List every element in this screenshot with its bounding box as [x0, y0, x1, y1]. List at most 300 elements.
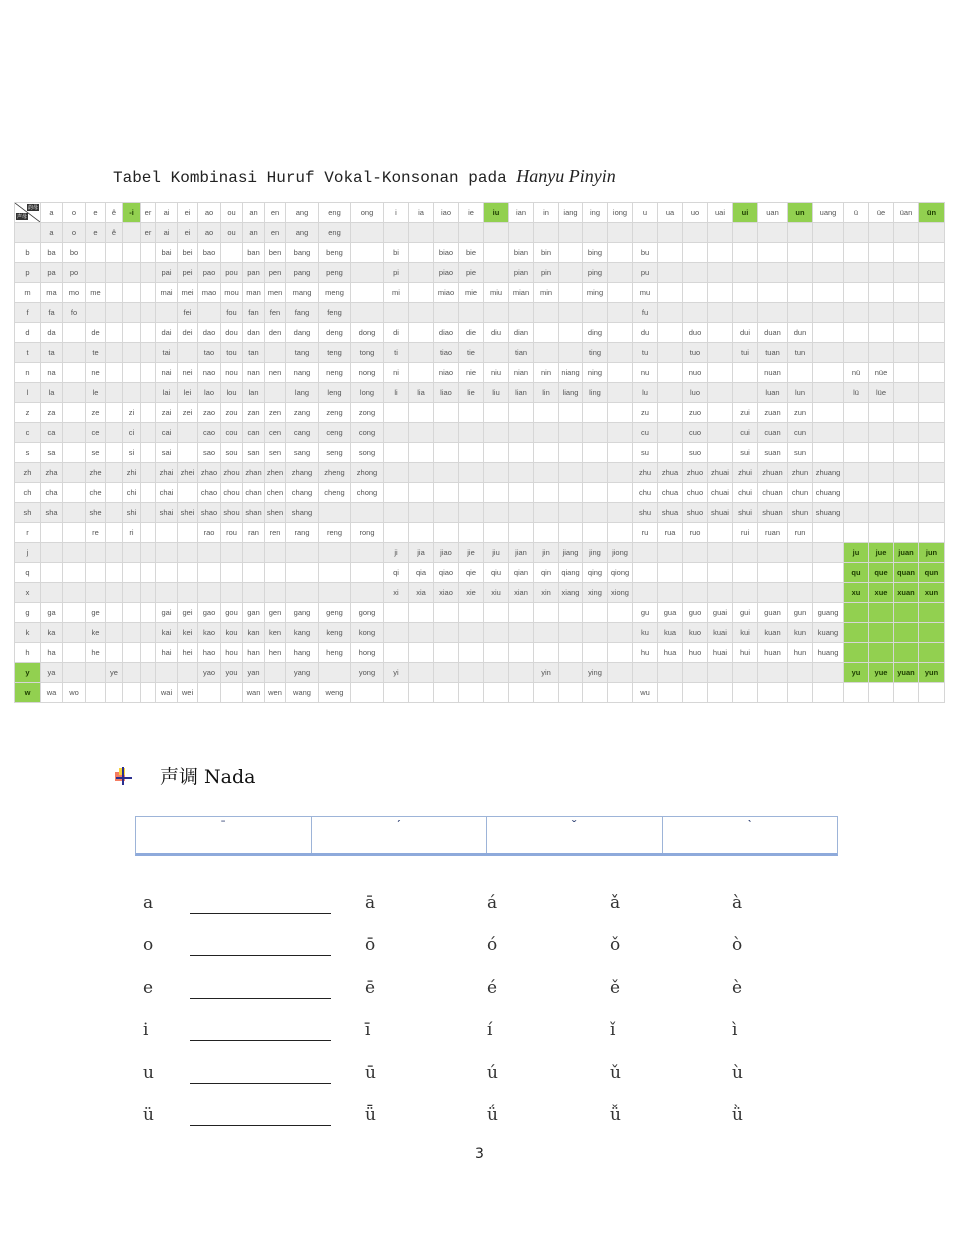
syllable-cell: zan [243, 403, 265, 423]
vowel-row [0, 1105, 960, 1135]
syllable-cell [141, 643, 156, 663]
syllable-cell [813, 283, 844, 303]
syllable-cell [243, 583, 265, 603]
syllable-cell: pang [286, 263, 319, 283]
syllable-cell: qia [409, 563, 434, 583]
final-header: ei [178, 203, 198, 223]
syllable-cell [844, 303, 869, 323]
syllable-cell [813, 543, 844, 563]
syllable-cell [409, 283, 434, 303]
syllable-cell [788, 583, 813, 603]
syllable-cell [509, 223, 534, 243]
syllable-cell: hou [221, 643, 243, 663]
syllable-cell [123, 603, 141, 623]
syllable-cell [608, 263, 633, 283]
syllable-cell [813, 583, 844, 603]
syllable-cell [608, 603, 633, 623]
syllable-cell [894, 363, 919, 383]
syllable-cell: xiang [559, 583, 583, 603]
initial-cell: t [15, 343, 41, 363]
initial-cell: r [15, 523, 41, 543]
syllable-cell: chou [221, 483, 243, 503]
syllable-cell: tang [286, 343, 319, 363]
syllable-cell: niang [559, 363, 583, 383]
syllable-cell [156, 563, 178, 583]
syllable-cell [141, 323, 156, 343]
syllable-cell [141, 663, 156, 683]
syllable-cell: ma [41, 283, 63, 303]
syllable-cell [409, 243, 434, 263]
syllable-cell [106, 683, 123, 703]
syllable-cell: a [41, 223, 63, 243]
tone-vowel-t3: ǚ [610, 1105, 621, 1125]
syllable-cell [813, 423, 844, 443]
syllable-cell [63, 603, 86, 623]
initial-cell: y [15, 663, 41, 683]
table-header-row [15, 203, 945, 223]
syllable-cell [409, 443, 434, 463]
syllable-cell [243, 563, 265, 583]
syllable-cell [509, 623, 534, 643]
syllable-cell [106, 583, 123, 603]
syllable-cell [894, 503, 919, 523]
syllable-cell [894, 443, 919, 463]
table-row [15, 663, 945, 683]
syllable-cell [633, 543, 658, 563]
syllable-cell [583, 223, 608, 243]
tone-vowel-t4: è [732, 978, 743, 998]
syllable-cell [788, 223, 813, 243]
syllable-cell: tuan [758, 343, 788, 363]
syllable-cell [683, 543, 708, 563]
syllable-cell [141, 463, 156, 483]
syllable-cell [708, 583, 733, 603]
syllable-cell: ze [86, 403, 106, 423]
syllable-cell: tai [156, 343, 178, 363]
syllable-cell: zhu [633, 463, 658, 483]
syllable-cell [409, 523, 434, 543]
tone-vowel-t4: ì [732, 1020, 738, 1040]
tone-vowel-t2: í [487, 1020, 493, 1040]
syllable-cell: dan [243, 323, 265, 343]
syllable-cell [409, 683, 434, 703]
syllable-cell: ren [265, 523, 286, 543]
syllable-cell: teng [319, 343, 351, 363]
syllable-cell: bie [459, 243, 484, 263]
syllable-cell [608, 463, 633, 483]
table-row [15, 263, 945, 283]
final-header: iang [559, 203, 583, 223]
syllable-cell [409, 343, 434, 363]
syllable-cell: mu [633, 283, 658, 303]
syllable-cell: shuo [683, 503, 708, 523]
syllable-cell: xiao [434, 583, 459, 603]
tone-vowel-t1: ǖ [365, 1105, 376, 1125]
syllable-cell [894, 323, 919, 343]
syllable-cell [434, 483, 459, 503]
syllable-cell [844, 403, 869, 423]
syllable-cell [559, 683, 583, 703]
syllable-cell [86, 683, 106, 703]
syllable-cell [708, 263, 733, 283]
syllable-cell [813, 523, 844, 543]
syllable-cell [265, 583, 286, 603]
syllable-cell [484, 483, 509, 503]
syllable-cell [178, 563, 198, 583]
syllable-cell [869, 223, 894, 243]
syllable-cell: suan [758, 443, 788, 463]
blank-line [190, 998, 331, 999]
initial-cell: x [15, 583, 41, 603]
syllable-cell [63, 543, 86, 563]
final-header: an [243, 203, 265, 223]
vowel-row [0, 1063, 960, 1093]
syllable-cell: yan [243, 663, 265, 683]
syllable-cell: he [86, 643, 106, 663]
vowel-row [0, 935, 960, 965]
syllable-cell: ji [384, 543, 409, 563]
syllable-cell: guai [708, 603, 733, 623]
syllable-cell: feng [319, 303, 351, 323]
syllable-cell [758, 683, 788, 703]
syllable-cell: la [41, 383, 63, 403]
table-row [15, 683, 945, 703]
syllable-cell: bin [534, 243, 559, 263]
syllable-cell: zhen [265, 463, 286, 483]
syllable-cell [221, 243, 243, 263]
syllable-cell [106, 403, 123, 423]
syllable-cell [844, 603, 869, 623]
syllable-cell [106, 623, 123, 643]
table-row [15, 363, 945, 383]
syllable-cell: quan [894, 563, 919, 583]
syllable-cell [459, 223, 484, 243]
syllable-cell [919, 343, 945, 363]
syllable-cell: juan [894, 543, 919, 563]
pinyin-combination-table [14, 202, 945, 703]
syllable-cell: shun [788, 503, 813, 523]
syllable-cell [583, 443, 608, 463]
syllable-cell [844, 643, 869, 663]
syllable-cell [919, 323, 945, 343]
table-row [15, 563, 945, 583]
syllable-cell: luan [758, 383, 788, 403]
syllable-cell [123, 303, 141, 323]
syllable-cell [265, 543, 286, 563]
syllable-cell [813, 303, 844, 323]
syllable-cell [583, 303, 608, 323]
syllable-cell [919, 263, 945, 283]
syllable-cell: zang [286, 403, 319, 423]
syllable-cell [894, 343, 919, 363]
syllable-cell: ha [41, 643, 63, 663]
syllable-cell: deng [319, 323, 351, 343]
syllable-cell [683, 563, 708, 583]
initial-cell: j [15, 543, 41, 563]
syllable-cell [141, 543, 156, 563]
initial-cell: k [15, 623, 41, 643]
syllable-cell: guang [813, 603, 844, 623]
syllable-cell [869, 283, 894, 303]
syllable-cell [869, 443, 894, 463]
syllable-cell: ku [633, 623, 658, 643]
syllable-cell: nuan [758, 363, 788, 383]
syllable-cell [106, 423, 123, 443]
syllable-cell: ka [41, 623, 63, 643]
syllable-cell: ning [583, 363, 608, 383]
syllable-cell [733, 263, 758, 283]
tone-vowel-t4: ù [732, 1063, 743, 1083]
final-header: ou [221, 203, 243, 223]
syllable-cell: wa [41, 683, 63, 703]
syllable-cell: kuang [813, 623, 844, 643]
table-row [15, 503, 945, 523]
syllable-cell [559, 343, 583, 363]
table-row [15, 283, 945, 303]
syllable-cell [844, 523, 869, 543]
syllable-cell: jing [583, 543, 608, 563]
final-header: er [141, 203, 156, 223]
syllable-cell [459, 683, 484, 703]
syllable-cell [351, 243, 384, 263]
syllable-cell [813, 443, 844, 463]
syllable-cell [733, 303, 758, 323]
syllable-cell [708, 303, 733, 323]
syllable-cell: yang [286, 663, 319, 683]
syllable-cell [894, 483, 919, 503]
syllable-cell [434, 463, 459, 483]
tone-vowel-t1: ī [365, 1020, 371, 1040]
syllable-cell [123, 563, 141, 583]
final-header: ing [583, 203, 608, 223]
syllable-cell [583, 483, 608, 503]
syllable-cell: lai [156, 383, 178, 403]
syllable-cell: za [41, 403, 63, 423]
syllable-cell [583, 503, 608, 523]
syllable-cell [409, 463, 434, 483]
syllable-cell [86, 243, 106, 263]
syllable-cell: zu [633, 403, 658, 423]
syllable-cell: zhei [178, 463, 198, 483]
syllable-cell: qie [459, 563, 484, 583]
final-header: ia [409, 203, 434, 223]
syllable-cell: you [221, 663, 243, 683]
syllable-cell [141, 403, 156, 423]
syllable-cell: man [243, 283, 265, 303]
syllable-cell: ta [41, 343, 63, 363]
syllable-cell [351, 503, 384, 523]
syllable-cell [919, 243, 945, 263]
final-header: ao [198, 203, 221, 223]
syllable-cell: kua [658, 623, 683, 643]
syllable-cell [63, 583, 86, 603]
final-header: un [788, 203, 813, 223]
syllable-cell [583, 423, 608, 443]
syllable-cell [384, 443, 409, 463]
syllable-cell: gao [198, 603, 221, 623]
syllable-cell: wo [63, 683, 86, 703]
syllable-cell [683, 263, 708, 283]
syllable-cell: hui [733, 643, 758, 663]
syllable-cell [123, 343, 141, 363]
table-corner-cell [15, 203, 41, 223]
syllable-cell [658, 583, 683, 603]
vowel-letter: u [143, 1063, 154, 1083]
syllable-cell [156, 523, 178, 543]
syllable-cell [894, 623, 919, 643]
syllable-cell [409, 623, 434, 643]
syllable-cell [86, 543, 106, 563]
syllable-cell: dun [788, 323, 813, 343]
vowel-row [0, 893, 960, 923]
syllable-cell: gou [221, 603, 243, 623]
syllable-cell [658, 383, 683, 403]
syllable-cell [844, 323, 869, 343]
syllable-cell [658, 303, 683, 323]
initial-cell: z [15, 403, 41, 423]
syllable-cell: dui [733, 323, 758, 343]
syllable-cell [63, 643, 86, 663]
syllable-cell [484, 663, 509, 683]
syllable-cell: ruo [683, 523, 708, 543]
vowel-letter: a [143, 893, 154, 913]
final-header: uang [813, 203, 844, 223]
syllable-cell [459, 403, 484, 423]
syllable-cell [123, 663, 141, 683]
syllable-cell [178, 583, 198, 603]
syllable-cell [178, 543, 198, 563]
syllable-cell: zhui [733, 463, 758, 483]
syllable-cell: diu [484, 323, 509, 343]
syllable-cell: di [384, 323, 409, 343]
syllable-cell [434, 623, 459, 643]
syllable-cell [484, 403, 509, 423]
syllable-cell [708, 423, 733, 443]
table-row [15, 603, 945, 623]
syllable-cell: kan [243, 623, 265, 643]
syllable-cell [384, 423, 409, 443]
syllable-cell: se [86, 443, 106, 463]
syllable-cell: peng [319, 263, 351, 283]
initial-cell: n [15, 363, 41, 383]
syllable-cell: liang [559, 383, 583, 403]
syllable-cell: ruan [758, 523, 788, 543]
syllable-cell [409, 663, 434, 683]
syllable-cell [409, 503, 434, 523]
syllable-cell [559, 483, 583, 503]
syllable-cell [86, 563, 106, 583]
syllable-cell: ke [86, 623, 106, 643]
syllable-cell: er [141, 223, 156, 243]
syllable-cell [813, 663, 844, 683]
syllable-cell [63, 383, 86, 403]
syllable-cell [106, 343, 123, 363]
syllable-cell [658, 243, 683, 263]
syllable-cell [894, 603, 919, 623]
syllable-cell [894, 523, 919, 543]
syllable-cell [683, 303, 708, 323]
table-row [15, 623, 945, 643]
syllable-cell: ce [86, 423, 106, 443]
syllable-cell [221, 543, 243, 563]
initial-cell: p [15, 263, 41, 283]
syllable-cell: zhao [198, 463, 221, 483]
initial-cell: b [15, 243, 41, 263]
syllable-cell: pie [459, 263, 484, 283]
syllable-cell [683, 283, 708, 303]
syllable-cell: nü [844, 363, 869, 383]
syllable-cell [351, 683, 384, 703]
tone-vowel-t3: ǒ [610, 935, 621, 955]
syllable-cell [844, 223, 869, 243]
syllable-cell [156, 303, 178, 323]
syllable-cell: qun [919, 563, 945, 583]
syllable-cell [409, 303, 434, 323]
syllable-cell [919, 643, 945, 663]
syllable-cell: can [243, 423, 265, 443]
syllable-cell [141, 443, 156, 463]
syllable-cell: qiang [559, 563, 583, 583]
syllable-cell: hang [286, 643, 319, 663]
syllable-cell: lang [286, 383, 319, 403]
syllable-cell: mian [509, 283, 534, 303]
syllable-cell [106, 283, 123, 303]
syllable-cell [484, 523, 509, 543]
syllable-cell: nie [459, 363, 484, 383]
syllable-cell: shang [286, 503, 319, 523]
syllable-cell [409, 363, 434, 383]
syllable-cell: mie [459, 283, 484, 303]
syllable-cell: yu [844, 663, 869, 683]
syllable-cell: tao [198, 343, 221, 363]
syllable-cell: zhua [658, 463, 683, 483]
table-row [15, 323, 945, 343]
syllable-cell [141, 423, 156, 443]
syllable-cell: zei [178, 403, 198, 423]
syllable-cell: che [86, 483, 106, 503]
initial-cell: w [15, 683, 41, 703]
syllable-cell: shei [178, 503, 198, 523]
syllable-cell [141, 503, 156, 523]
syllable-cell [608, 503, 633, 523]
syllable-cell [509, 503, 534, 523]
syllable-cell: dang [286, 323, 319, 343]
syllable-cell: tu [633, 343, 658, 363]
table-row [15, 343, 945, 363]
syllable-cell [123, 383, 141, 403]
syllable-cell: kou [221, 623, 243, 643]
syllable-cell [534, 483, 559, 503]
table-row [15, 223, 945, 243]
syllable-cell: keng [319, 623, 351, 643]
tone-vowel-t1: ū [365, 1063, 376, 1083]
syllable-cell: fa [41, 303, 63, 323]
bullet-cross-icon [113, 766, 133, 786]
syllable-cell: bian [509, 243, 534, 263]
syllable-cell: diao [434, 323, 459, 343]
syllable-cell [758, 563, 788, 583]
corner-initials-label: 声母 [17, 214, 28, 220]
syllable-cell: qin [534, 563, 559, 583]
syllable-cell [106, 443, 123, 463]
syllable-cell [63, 563, 86, 583]
syllable-cell: qing [583, 563, 608, 583]
syllable-cell [894, 263, 919, 283]
tone-vowel-t2: ó [487, 935, 498, 955]
syllable-cell [869, 603, 894, 623]
syllable-cell [265, 343, 286, 363]
syllable-cell [813, 383, 844, 403]
